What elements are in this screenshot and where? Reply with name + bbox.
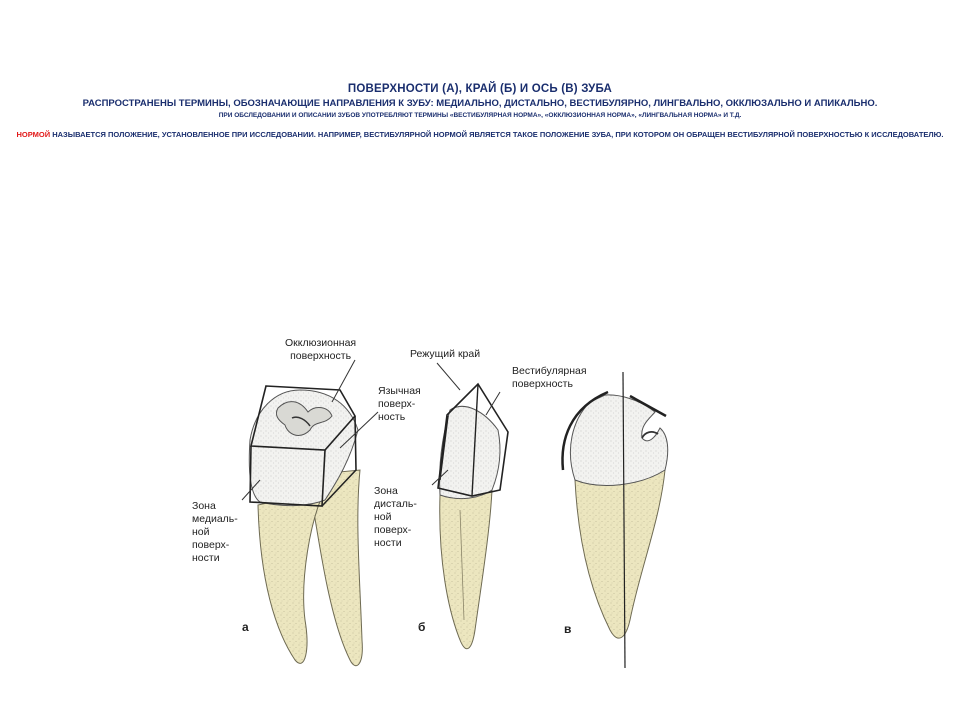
lingual-surface-label (378, 385, 421, 424)
cutting-edge-label (410, 348, 480, 361)
occlusal-surface-label (285, 337, 356, 363)
label-line: поверх- (192, 539, 230, 551)
note-highlight: НОРМОЙ (16, 130, 51, 139)
label-line: ность (378, 411, 406, 423)
panel-label-b: б (418, 620, 426, 634)
molar-tooth (242, 360, 378, 666)
panel-label-a: а (242, 620, 249, 634)
definition-note (8, 130, 952, 140)
label-line: дисталь- (374, 498, 417, 510)
label-line: Режущий край (410, 348, 481, 360)
tooth-figure (160, 320, 800, 700)
label-line: поверх- (374, 524, 412, 536)
incisor-tooth (432, 363, 508, 649)
panel-label-c: в (564, 622, 572, 636)
label-line: поверхность (512, 378, 573, 390)
page-title: ПОВЕРХНОСТИ (А), КРАЙ (Б) И ОСЬ (В) ЗУБА (347, 83, 613, 95)
label-line: Вестибулярная (512, 365, 587, 377)
tooth-illustration (160, 320, 800, 700)
label-line: Язычная (378, 385, 421, 397)
distal-surface-label (374, 485, 417, 550)
label-line: поверхность (290, 350, 352, 362)
medial-surface-label (192, 500, 238, 565)
label-line: ности (374, 537, 402, 549)
label-line: ной (374, 511, 392, 523)
label-line: Окклюзионная (285, 337, 357, 349)
label-line: медиаль- (192, 513, 238, 525)
axis-tooth (563, 372, 668, 668)
note-text: НАЗЫВАЕТСЯ ПОЛОЖЕНИЕ, УСТАНОВЛЕННОЕ ПРИ ИССЛЕДОВАНИИ. НАПРИМЕР, ВЕСТИБУЛЯРНОЙ НОРМОЙ ЯВЛЯЕТСЯ ТАКОЕ ПОЛОЖЕНИЕ ЗУБА, ПРИ КОТОРОМ ОН ОБРАЩЕН ВЕСТИБУЛЯРНОЙ ПОВЕРХНОСТЬЮ К ИССЛЕДОВАТЕЛЮ. (50, 130, 944, 139)
vestibular-surface-label (512, 365, 587, 391)
label-line: поверх- (378, 398, 416, 410)
label-line: Зона (192, 500, 216, 512)
subtitle: РАСПРОСТРАНЕНЫ ТЕРМИНЫ, ОБОЗНАЧАЮЩИЕ НАПРАВЛЕНИЯ К ЗУБУ: МЕДИАЛЬНО, ДИСТАЛЬНО, ВЕСТИБУЛЯРНО, ЛИНГВАЛЬНО, ОККЛЮЗАЛЬНО И АПИКАЛЬНО. (82, 98, 878, 109)
subtitle-small: ПРИ ОБСЛЕДОВАНИИ И ОПИСАНИИ ЗУБОВ УПОТРЕБЛЯЮТ ТЕРМИНЫ «ВЕСТИБУЛЯРНАЯ НОРМА», «ОККЛЮЗИОННАЯ НОРМА», «ЛИНГВАЛЬНАЯ НОРМА» И Т.Д. (218, 112, 742, 119)
header (0, 82, 960, 140)
label-line: Зона (374, 485, 398, 497)
label-line: ности (192, 552, 220, 564)
label-line: ной (192, 526, 210, 538)
